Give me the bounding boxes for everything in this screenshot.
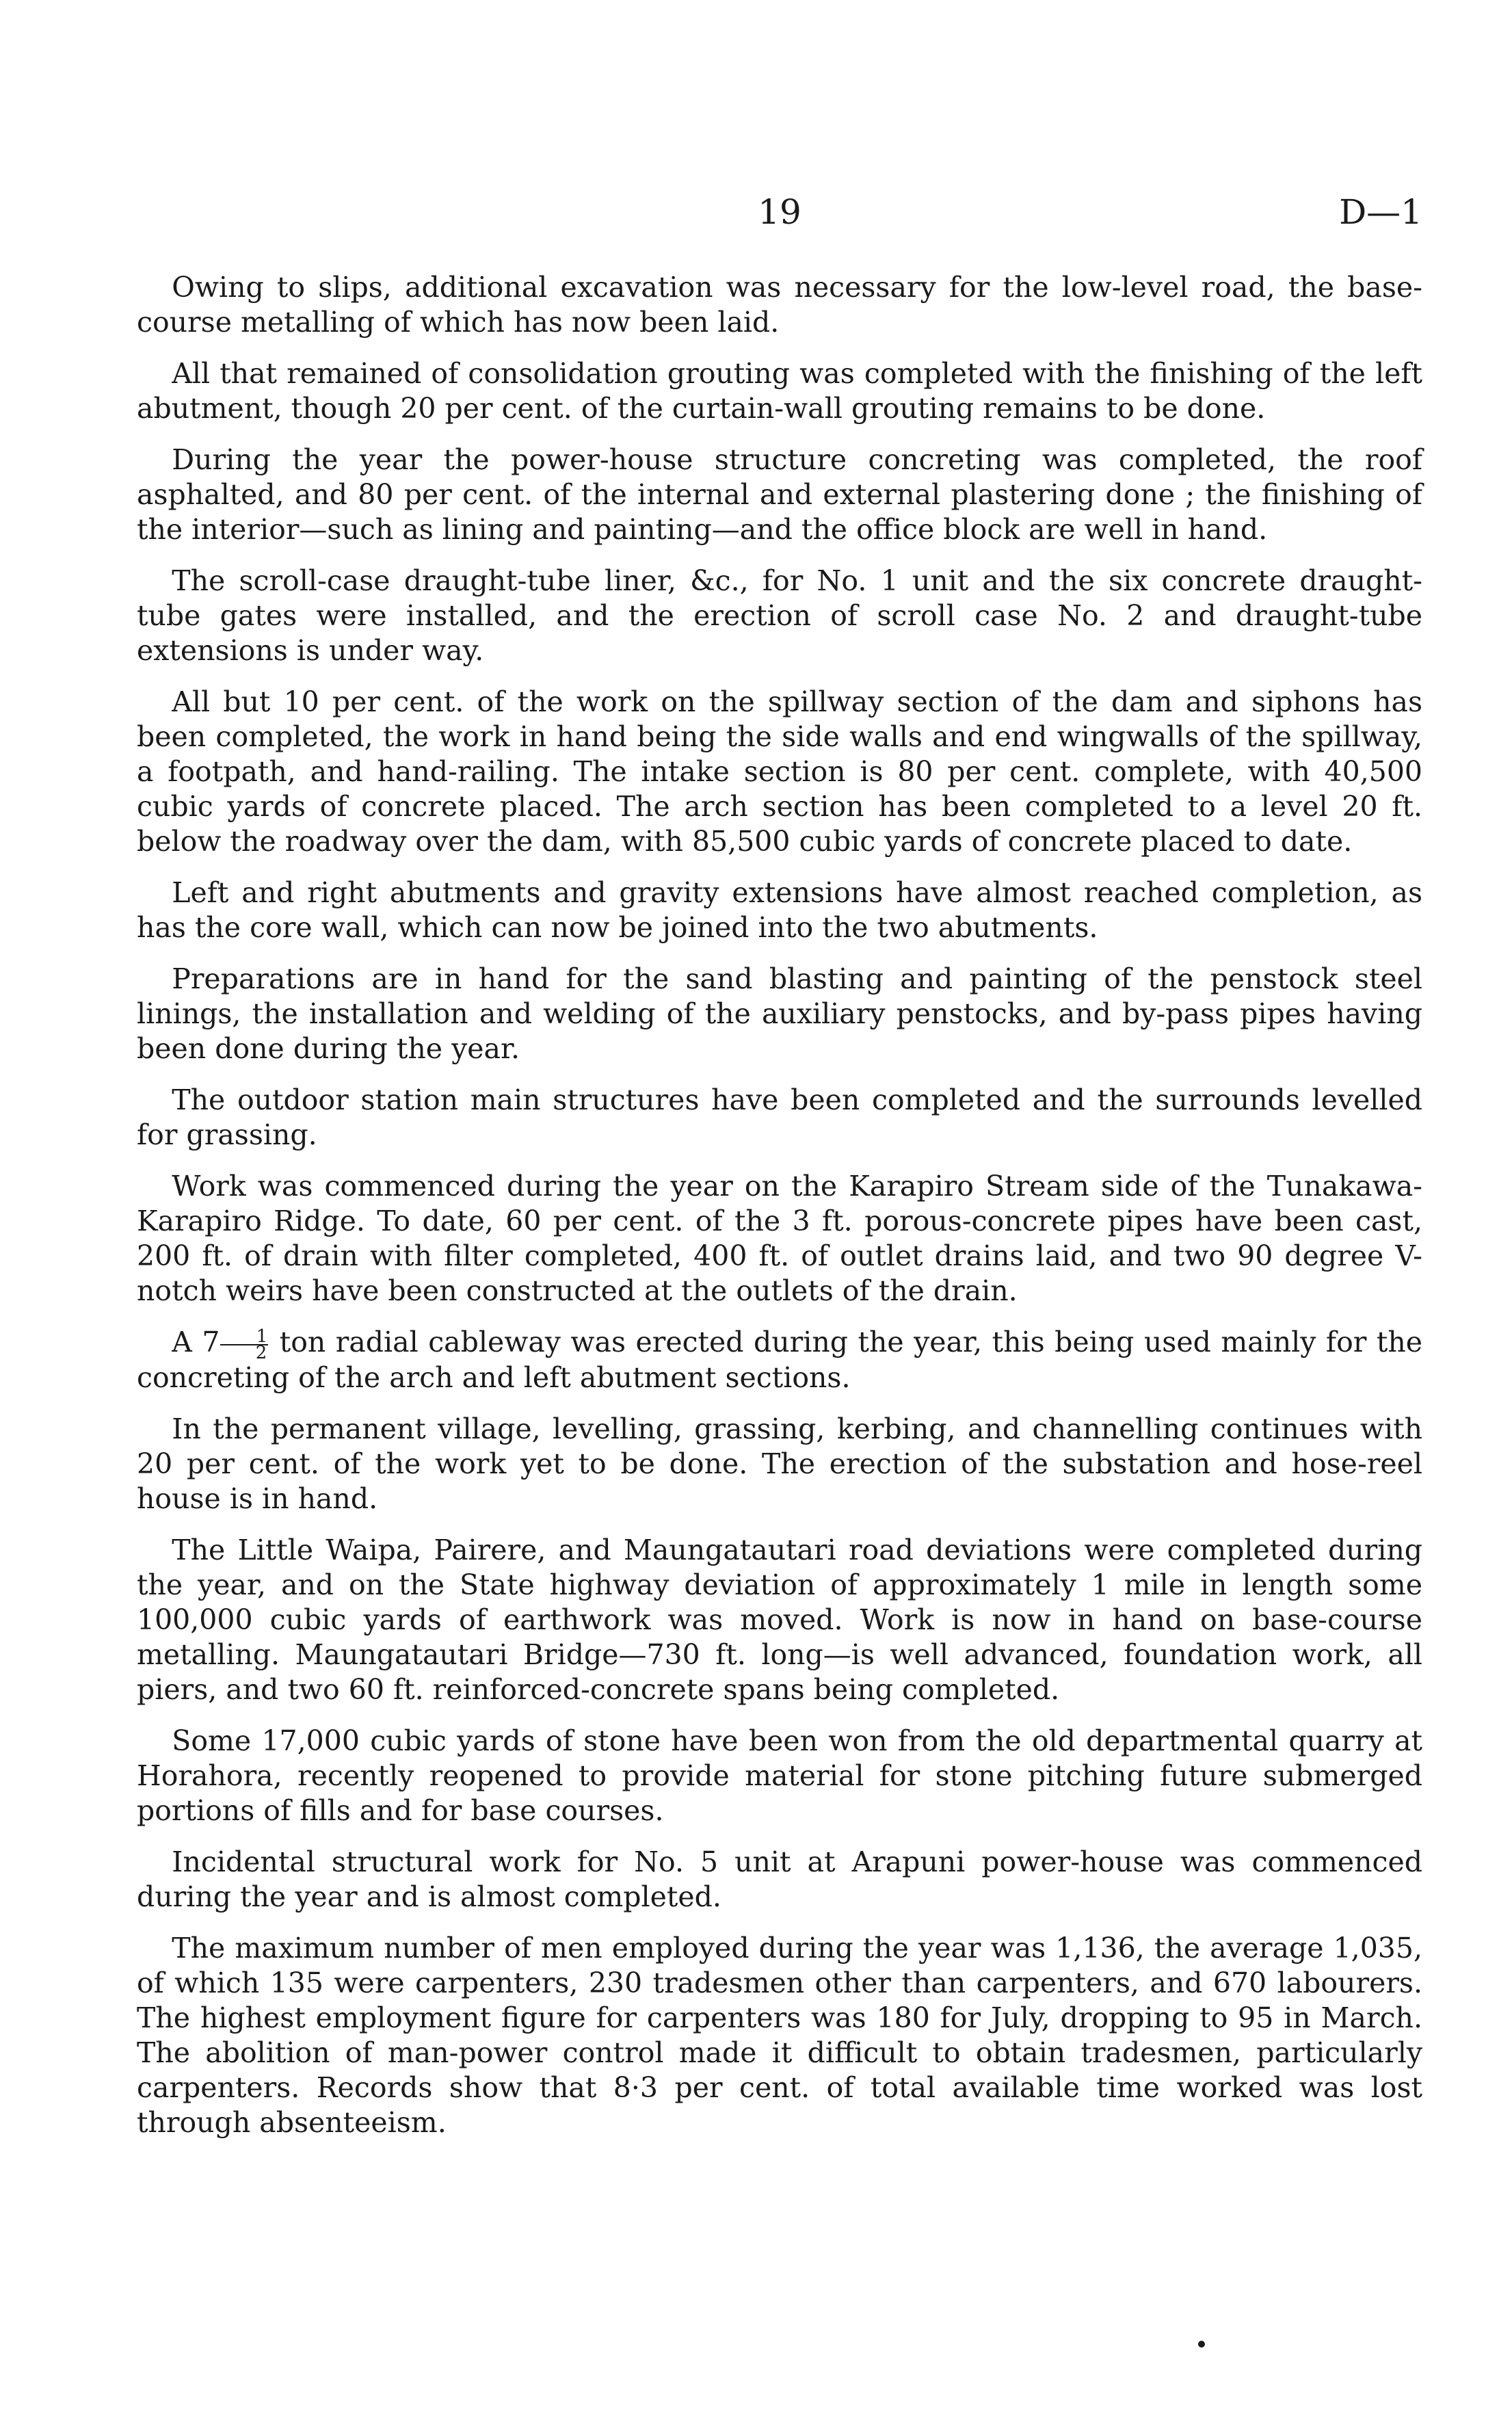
body-text — [137, 270, 1422, 2157]
page-number: 19 — [758, 192, 801, 232]
paragraph-karapiro-stream — [137, 1169, 1422, 1309]
paragraph-text-before-fraction: A 7 — [172, 1326, 220, 1358]
paragraph-power-house — [137, 443, 1422, 547]
paragraph-penstocks — [137, 962, 1422, 1066]
paragraph-text: All but 10 per cent. of the work on the spillway section of the dam and siphons has been completed, the work in hand being the side walls and end wingwalls of the spillway, a footpath, and hand-railing. The intake section is 80 per cent. complete, with 40,500 cubic yards of concrete placed. The arch section has been completed to a level 20 ft. below the roadway over the dam, with 85,500 cubic yards of concrete placed to date. — [137, 685, 1422, 858]
paragraph-text: The maximum number of men employed during the year was 1,136, the average 1,035, of which 135 were carpenters, 230 tradesmen other than carpenters, and 670 labourers. The highest employment figure for carpenters was 180 for July, dropping to 95 in March. The abolition of man-power control made it difficult to obtain tradesmen, particularly carpenters. Records show that 8·3 per cent. of total available time worked was lost through absenteeism. — [137, 1931, 1422, 2139]
paragraph-abutments — [137, 876, 1422, 945]
paragraph-grouting — [137, 356, 1422, 426]
paragraph-quarry — [137, 1724, 1422, 1828]
page-header — [137, 185, 1422, 239]
paragraph-road-deviations — [137, 1533, 1422, 1707]
stray-ink-dot — [1198, 2341, 1205, 2348]
paragraph-text: During the year the power-house structure concreting was completed, the roof asphalted, and 80 per cent. of the internal and external plastering done ; the finishing of the interior—such as lining and painting—and the office block are well in hand. — [137, 443, 1422, 546]
paragraph-cableway — [137, 1325, 1422, 1395]
paragraph-spillway — [137, 685, 1422, 859]
paragraph-text: Incidental structural work for No. 5 unit at Arapuni power-house was commenced during the year and is almost completed. — [137, 1845, 1422, 1913]
paragraph-permanent-village — [137, 1412, 1422, 1516]
paragraph-employment — [137, 1931, 1422, 2140]
paragraph-text: In the permanent village, levelling, grassing, kerbing, and channelling continues with 20 per cent. of the work yet to be done. The erection of the substation and hose-reel house is in hand. — [137, 1412, 1422, 1515]
paragraph-text: The Little Waipa, Pairere, and Maungatautari road deviations were completed during the year, and on the State highway deviation of approximately 1 mile in length some 100,000 cubic yards of earthwork was moved. Work is now in hand on base-course metalling. Maungatautari Bridge—730 ft. long—is well advanced, foundation work, all piers, and two 60 ft. reinforced-concrete spans being completed. — [137, 1533, 1422, 1706]
fraction — [220, 1326, 268, 1363]
fraction-numerator: 1 — [220, 1329, 268, 1345]
paragraph-text: Work was commenced during the year on the Karapiro Stream side of the Tunakawa-Karapiro Ridge. To date, 60 per cent. of the 3 ft. porous-concrete pipes have been cast, 200 ft. of drain with filter completed, 400 ft. of outlet drains laid, and two 90 degree V-notch weirs have been constructed at the outlets of the drain. — [137, 1170, 1422, 1307]
paragraph-text: Left and right abutments and gravity extensions have almost reached completion, as has the core wall, which can now be joined into the two abutments. — [137, 876, 1422, 944]
document-reference: D—1 — [1339, 192, 1422, 232]
paragraph-scroll-case — [137, 564, 1422, 668]
paragraph-text: All that remained of consolidation grouting was completed with the finishing of the left abutment, though 20 per cent. of the curtain-wall grouting remains to be done. — [137, 357, 1422, 425]
paragraph-low-level-road — [137, 270, 1422, 340]
paragraph-text-after-fraction: ton radial cableway was erected during the year, this being used mainly for the concreting of the arch and left abutment sections. — [137, 1326, 1422, 1394]
paragraph-text: The scroll-case draught-tube liner, &c., for No. 1 unit and the six concrete draught-tube gates were installed, and the erection of scroll case No. 2 and draught-tube extensions is under way. — [137, 564, 1422, 667]
paragraph-text: Some 17,000 cubic yards of stone have been won from the old departmental quarry at Horahora, recently reopened to provide material for stone pitching future submerged portions of fills and for base courses. — [137, 1724, 1422, 1827]
paragraph-arapuni — [137, 1845, 1422, 1915]
fraction-denominator: 2 — [255, 1342, 267, 1363]
paragraph-text: Preparations are in hand for the sand blasting and painting of the penstock steel linings, the installation and welding of the auxiliary penstocks, and by-pass pipes having been done during the year. — [137, 962, 1422, 1065]
paragraph-outdoor-station — [137, 1083, 1422, 1153]
paragraph-text: The outdoor station main structures have been completed and the surrounds levelled for grassing. — [137, 1083, 1422, 1151]
paragraph-text: Owing to slips, additional excavation was necessary for the low-level road, the base-course metalling of which has now been laid. — [137, 271, 1422, 339]
